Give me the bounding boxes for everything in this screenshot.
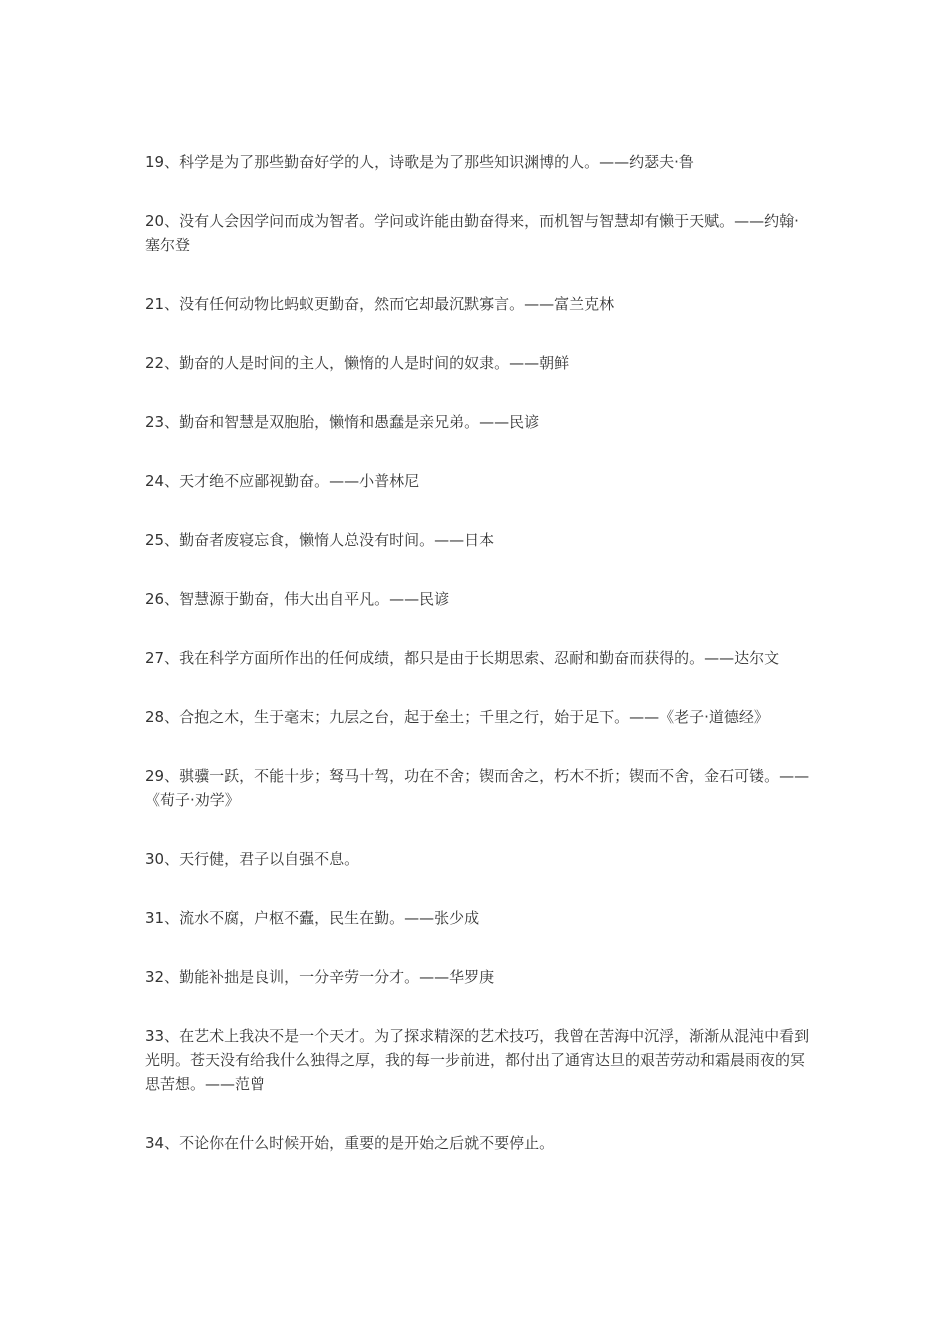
quote-28: 28、合抱之木，生于毫末；九层之台，起于垒土；千里之行，始于足下。——《老子·道德经》 bbox=[145, 708, 769, 726]
quote-20: 20、没有人会因学问而成为智者。学问或许能由勤奋得来，而机智与智慧却有懒于天赋。——约翰·塞尔登 bbox=[145, 212, 799, 254]
quote-19: 19、科学是为了那些勤奋好学的人，诗歌是为了那些知识渊博的人。——约瑟夫·鲁 bbox=[145, 153, 694, 171]
quote-26: 26、智慧源于勤奋，伟大出自平凡。——民谚 bbox=[145, 590, 450, 608]
quote-29: 29、骐骥一跃，不能十步；驽马十驾，功在不舍；锲而舍之，朽木不折；锲而不舍，金石可镂。——《荀子·劝学》 bbox=[145, 767, 810, 809]
quote-34: 34、不论你在什么时候开始，重要的是开始之后就不要停止。 bbox=[145, 1134, 555, 1152]
quote-23: 23、勤奋和智慧是双胞胎，懒惰和愚蠢是亲兄弟。——民谚 bbox=[145, 413, 540, 431]
quote-33: 33、在艺术上我决不是一个天才。为了探求精深的艺术技巧，我曾在苦海中沉浮，渐渐从混沌中看到光明。苍天没有给我什么独得之厚，我的每一步前进，都付出了通宵达旦的艰苦劳动和霜晨雨夜的冥思苦想。——范曾 bbox=[145, 1027, 810, 1093]
quote-22: 22、勤奋的人是时间的主人，懒惰的人是时间的奴隶。——朝鲜 bbox=[145, 354, 570, 372]
quote-30: 30、天行健，君子以自强不息。 bbox=[145, 850, 360, 868]
quote-24: 24、天才绝不应鄙视勤奋。——小普林尼 bbox=[145, 472, 420, 490]
quote-25: 25、勤奋者废寝忘食，懒惰人总没有时间。——日本 bbox=[145, 531, 495, 549]
document-page bbox=[145, 150, 810, 1190]
quote-21: 21、没有任何动物比蚂蚁更勤奋，然而它却最沉默寡言。——富兰克林 bbox=[145, 295, 615, 313]
quote-32: 32、勤能补拙是良训，一分辛劳一分才。——华罗庚 bbox=[145, 968, 495, 986]
quote-27: 27、我在科学方面所作出的任何成绩，都只是由于长期思索、忍耐和勤奋而获得的。——达尔文 bbox=[145, 649, 780, 667]
quote-31: 31、流水不腐，户枢不蠹，民生在勤。——张少成 bbox=[145, 909, 480, 927]
